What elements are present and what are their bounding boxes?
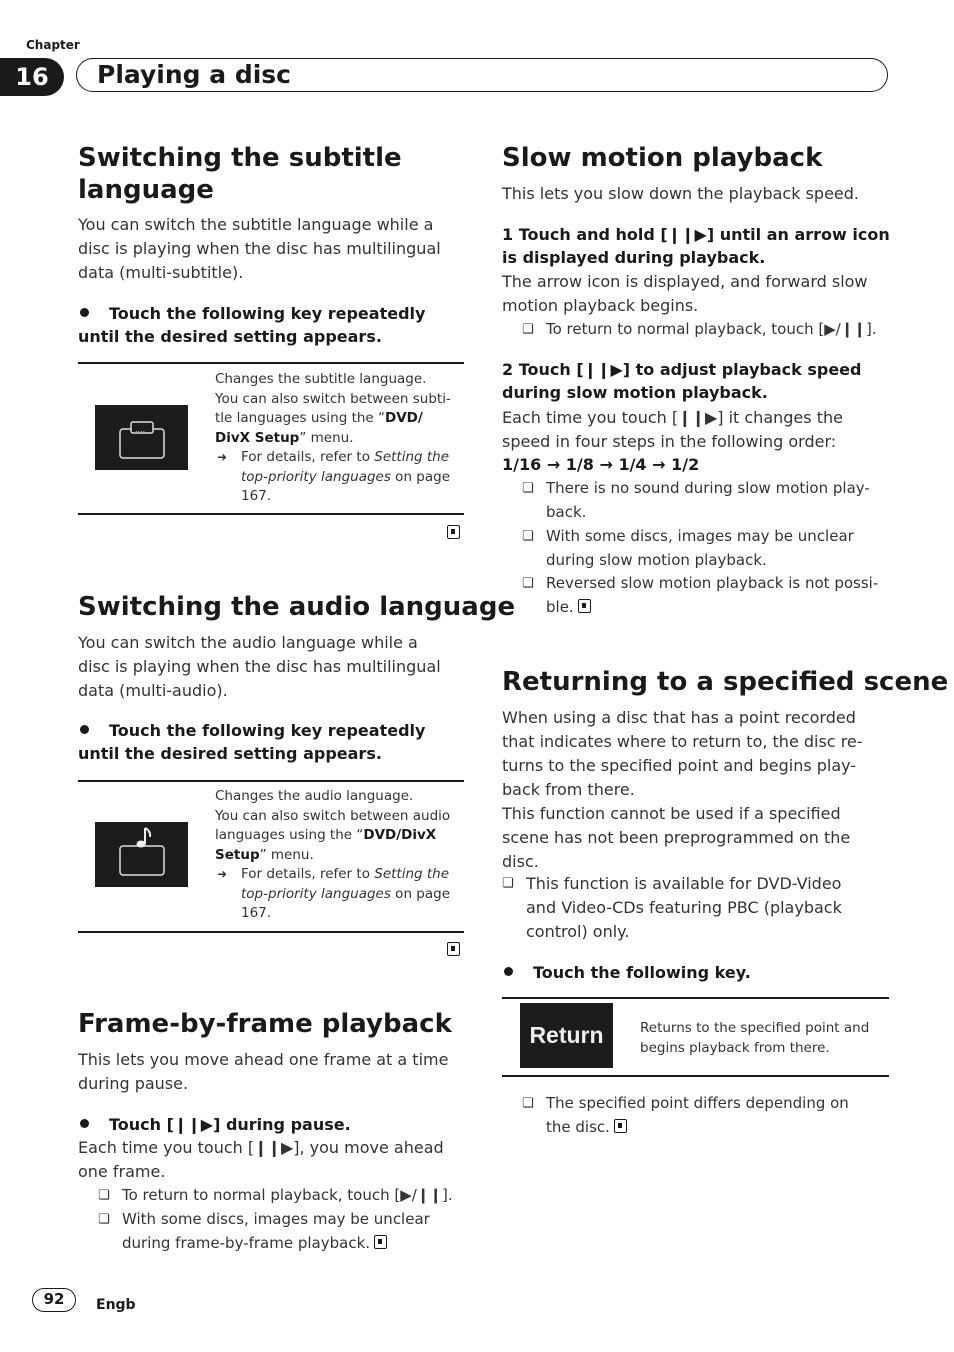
slow-step-2: 2 Touch [❙❙▶] to adjust playback speed during slow motion playback. [502, 360, 862, 402]
return-body: When using a disc that has a point recorded that indicates where to return to, the disc re- turns to the specified point and begins play- back from there. This function cannot be used if a specified scene has not been preprogrammed on the disc. [502, 708, 863, 871]
step-play-icon: ❙❙▶ [173, 1115, 214, 1134]
subtitle-intro: You can switch the subtitle language while a disc is playing when the disc has multilingual data (multi-subtitle). [78, 215, 441, 282]
slow-step-1: 1 Touch and hold [❙❙▶] until an arrow icon is displayed during playback. [502, 225, 890, 267]
return-key-desc: Returns to the specified point and begins playback from there. [640, 1020, 870, 1056]
step-play-icon: ❙❙▶ [583, 360, 623, 379]
subtitle-key[interactable] [95, 405, 188, 470]
divider [78, 780, 464, 782]
slow-intro: This lets you slow down the playback speed. [502, 184, 859, 203]
slow-heading: Slow motion playback [502, 143, 823, 173]
step-play-icon: ❙❙▶ [678, 408, 718, 427]
slow-step-1-body: The arrow icon is displayed, and forward slow motion playback begins. [502, 272, 868, 315]
svg-text:....: .... [135, 425, 146, 434]
frame-note-2: ❏ With some discs, images may be unclear during frame-by-frame playback. [98, 1208, 430, 1255]
subtitle-heading: Switching the subtitle language [78, 143, 402, 205]
divider [78, 513, 464, 515]
step-play-icon: ❙❙▶ [667, 225, 707, 244]
return-heading: Returning to a specified scene [502, 667, 949, 697]
return-key[interactable]: Return [520, 1003, 613, 1068]
music-note-icon [95, 822, 188, 887]
frame-intro: This lets you move ahead one frame at a time during pause. [78, 1050, 449, 1093]
subtitle-icon [95, 405, 188, 470]
frame-bullet: Touch [❙❙▶] during pause. [78, 1113, 351, 1136]
audio-intro: You can switch the audio language while a disc is playing when the disc has multilingual data (multi-audio). [78, 633, 441, 700]
end-mark-icon [614, 1119, 627, 1133]
divider [502, 1075, 889, 1077]
frame-heading: Frame-by-frame playback [78, 1009, 452, 1039]
divider [78, 931, 464, 933]
audio-key[interactable] [95, 822, 188, 887]
return-note-2: ❏ The specified point differs depending on the disc. [522, 1092, 849, 1139]
page-number: 92 [32, 1288, 76, 1312]
subtitle-bullet: Touch the following key repeatedly until the desired setting appears. [78, 304, 426, 346]
slow-note-3: ❏ With some discs, images may be unclear during slow motion playback. [522, 525, 854, 572]
end-mark-icon [374, 1235, 387, 1249]
audio-heading: Switching the audio language [78, 592, 516, 622]
divider [78, 362, 464, 364]
bullet-icon [80, 725, 89, 734]
chapter-title: Playing a disc [76, 58, 888, 92]
bullet-icon [504, 967, 513, 976]
audio-bullet: Touch the following key repeatedly until the desired setting appears. [78, 721, 426, 763]
slow-note-4: ❏ Reversed slow motion playback is not possi- ble. [522, 572, 878, 619]
step-play-icon: ❙❙▶ [254, 1138, 294, 1157]
return-bullet: Touch the following key. [502, 961, 751, 984]
bullet-icon [80, 308, 89, 317]
chapter-number: 16 [0, 58, 64, 96]
subtitle-key-desc: Changes the subtitle language. You can also switch between subti- tle languages using the “DVD/ DivX Setup” menu. ➜ For details, refer to Setting the top-priority languages on page 167. [215, 370, 460, 507]
frame-note-1: ❏ To return to normal playback, touch [▶/❙❙]. [98, 1184, 453, 1208]
chapter-label: Chapter [26, 38, 80, 52]
end-mark-icon [447, 942, 460, 956]
end-mark-icon [447, 525, 460, 539]
language-code: Engb [96, 1297, 136, 1313]
play-pause-icon: ▶/❙❙ [824, 320, 866, 338]
play-pause-icon: ▶/❙❙ [400, 1186, 442, 1204]
bullet-icon [80, 1119, 89, 1128]
return-note: ❏ This function is available for DVD-Video and Video-CDs featuring PBC (playback control) only. [502, 872, 842, 944]
divider [502, 997, 889, 999]
slow-note-2: ❏ There is no sound during slow motion play- back. [522, 477, 870, 524]
frame-body: Each time you touch [❙❙▶], you move ahead one frame. [78, 1138, 444, 1181]
slow-note-1: ❏ To return to normal playback, touch [▶/❙❙]. [522, 318, 877, 342]
slow-speeds: 1/16 → 1/8 → 1/4 → 1/2 [502, 455, 700, 474]
end-mark-icon [578, 599, 591, 613]
slow-step-2-body: Each time you touch [❙❙▶] it changes the speed in four steps in the following order: [502, 408, 843, 451]
audio-key-desc: Changes the audio language. You can also switch between audio languages using the “DVD/DivX Setup” menu. ➜ For details, refer to Setting the top-priority languages on page 167. [215, 787, 460, 924]
